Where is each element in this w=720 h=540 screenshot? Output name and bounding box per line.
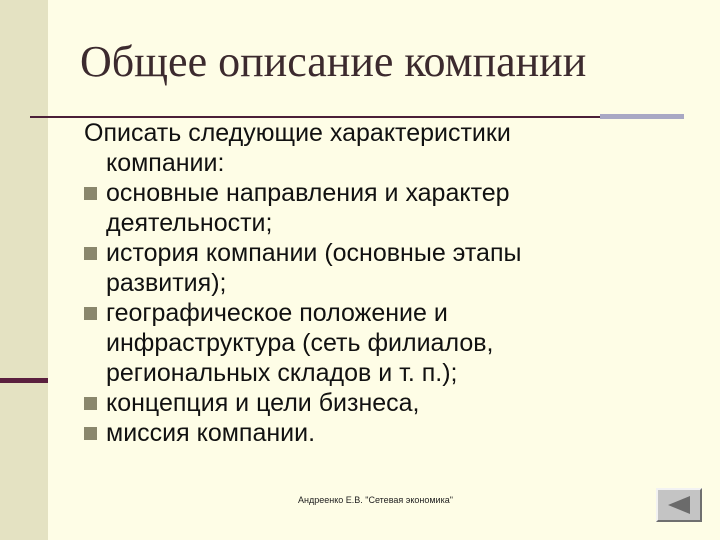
bullet-item bbox=[84, 178, 604, 238]
triangle-left-icon bbox=[668, 496, 690, 514]
side-accent-bar bbox=[0, 378, 48, 383]
square-bullet-icon bbox=[84, 247, 97, 260]
bullet-list bbox=[84, 178, 604, 448]
bullet-item bbox=[84, 388, 604, 418]
square-bullet-icon bbox=[84, 307, 97, 320]
footer-caption: Андреенко Е.В. "Сетевая экономика" bbox=[298, 495, 453, 505]
side-panel bbox=[0, 0, 48, 540]
back-nav-button[interactable] bbox=[656, 488, 702, 522]
bullet-text: основные направления и характер деятельности; bbox=[106, 179, 510, 237]
slide-content bbox=[84, 118, 604, 448]
bullet-text: история компании (основные этапы развития); bbox=[106, 239, 522, 297]
slide-title: Общее описание компании bbox=[80, 37, 587, 86]
bullet-item bbox=[84, 418, 604, 448]
bullet-text: миссия компании. bbox=[106, 419, 316, 447]
bullet-text: географическое положение и инфраструктура (сеть филиалов, региональных складов и т. п.); bbox=[106, 299, 494, 387]
bullet-item bbox=[84, 238, 604, 298]
intro-text: Описать следующие характеристики компании: bbox=[84, 119, 511, 177]
title-divider-accent bbox=[600, 114, 684, 119]
square-bullet-icon bbox=[84, 427, 97, 440]
bullet-text: концепция и цели бизнеса, bbox=[106, 389, 420, 417]
square-bullet-icon bbox=[84, 187, 97, 200]
bullet-item bbox=[84, 298, 604, 388]
square-bullet-icon bbox=[84, 397, 97, 410]
